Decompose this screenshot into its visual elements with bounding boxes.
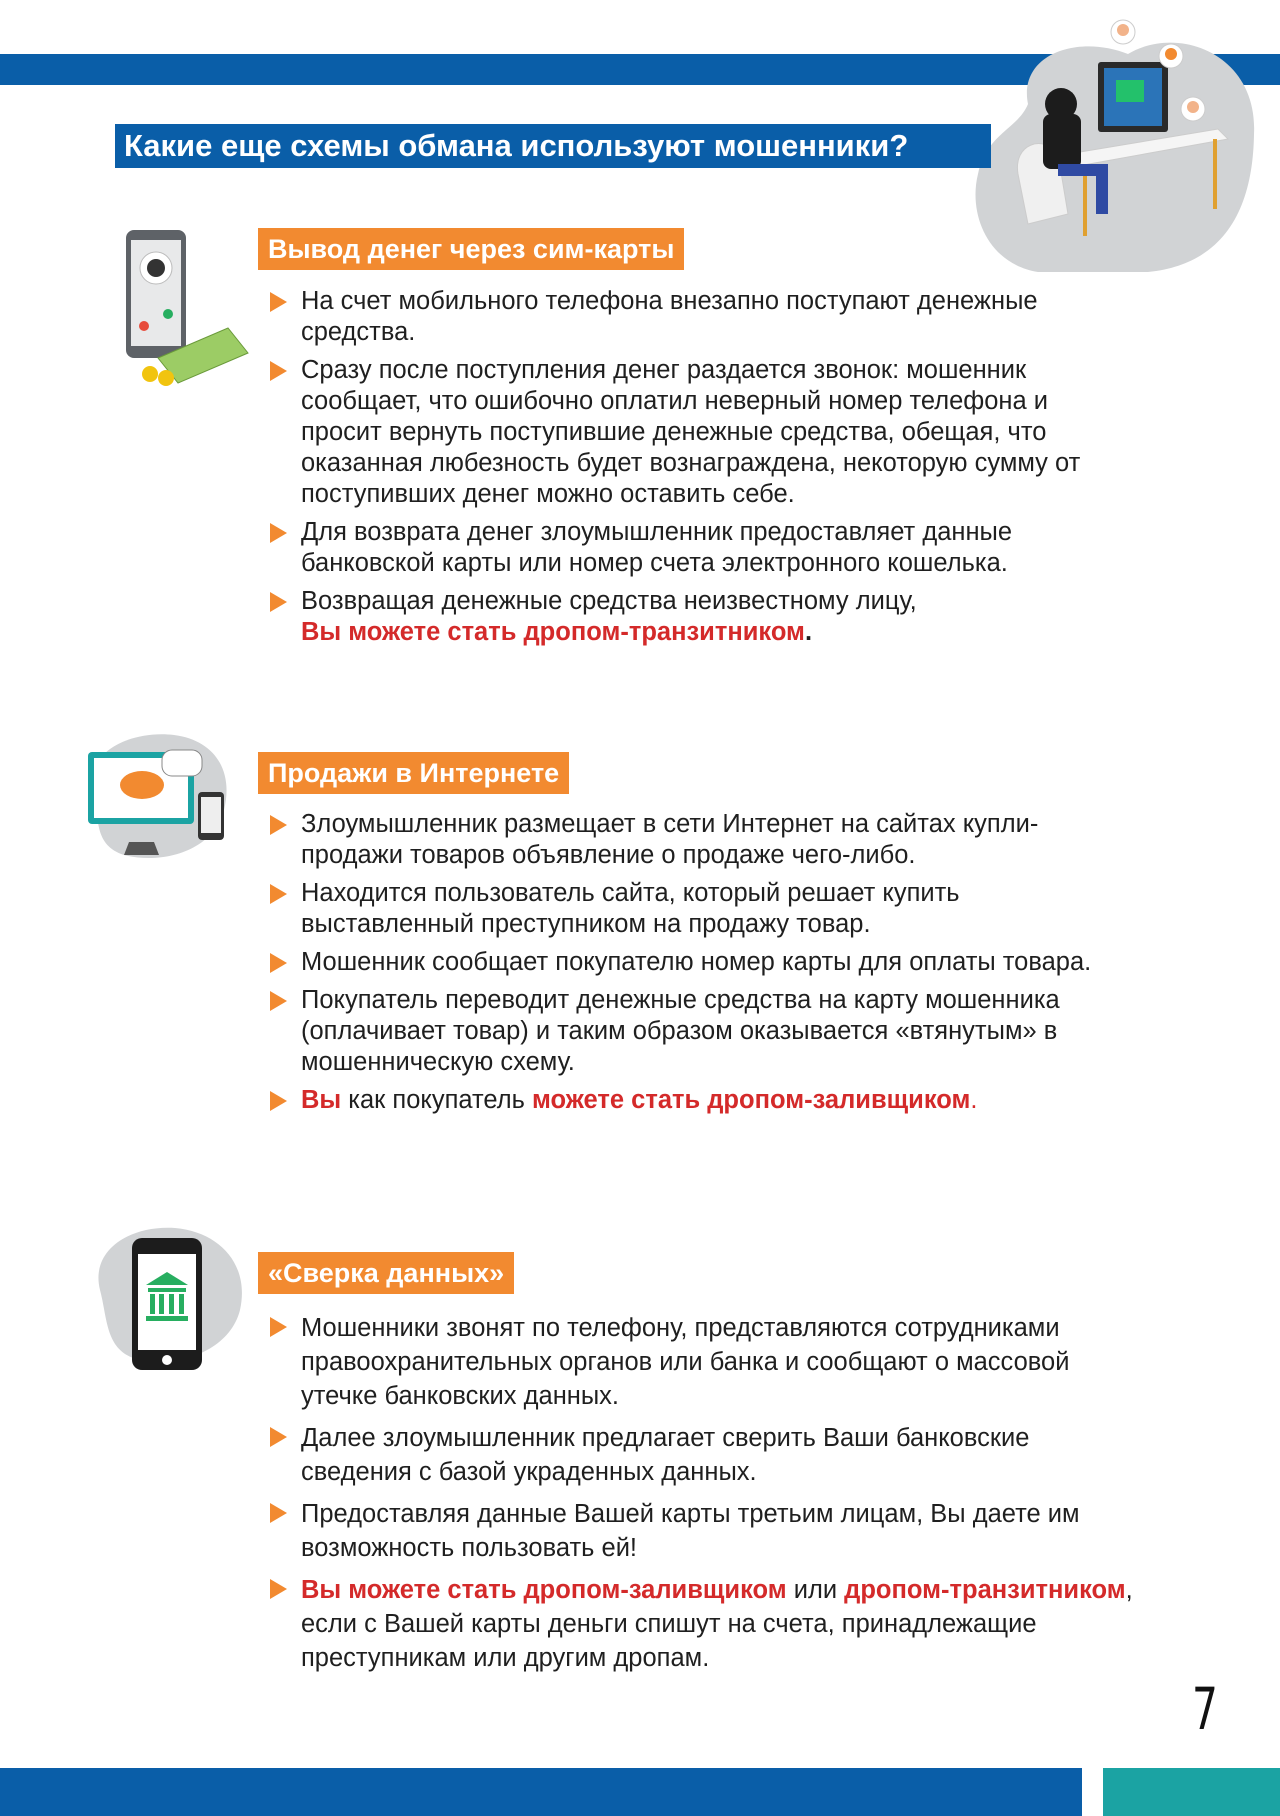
list-item: Возвращая денежные средства неизвестному лицу, Вы можете стать дропом-транзитником.: [268, 586, 1021, 648]
section-title-sverka: «Сверка данных»: [258, 1252, 514, 1294]
list-item: Злоумышленник размещает в сети Интернет на сайтах купли-продажи товаров объявление о продаже чего-либо.: [268, 809, 1081, 871]
bottom-teal-band: [1103, 1768, 1280, 1816]
section-list-sverka: [268, 1311, 1268, 1675]
list-item: На счет мобильного телефона внезапно поступают денежные средства.: [268, 286, 1131, 348]
page-number: 7: [1192, 1675, 1218, 1743]
list-item: Мошенник сообщает покупателю номер карты для оплаты товара.: [268, 947, 1201, 978]
phone-bank-icon: [80, 1220, 250, 1370]
page-title: Какие еще схемы обмана используют мошенники?: [115, 124, 991, 168]
list-item: Сразу после поступления денег раздается звонок: мошенник сообщает, что ошибочно оплатил неверный номер телефона и просит вернуть поступившие денежные средства, обещая, что оказанная любезность будет вознаграждена, некоторую сумму от поступивших денег можно оставить себе.: [268, 355, 1101, 510]
section-title-internet: Продажи в Интернете: [258, 752, 569, 794]
hacker-illustration: [958, 14, 1258, 274]
list-item: Вы можете стать дропом-заливщиком или дропом-транзитником, если с Вашей карты деньги спишут на счета, принадлежащие преступникам или другим дропам.: [268, 1573, 1181, 1675]
section-list-internet: [268, 809, 1268, 1116]
list-item: Далее злоумышленник предлагает сверить Ваши банковские сведения с базой украденных данных.: [268, 1421, 1101, 1489]
list-item: Вы как покупатель можете стать дропом-заливщиком.: [268, 1085, 1161, 1116]
list-item: Предоставляя данные Вашей карты третьим лицам, Вы даете им возможность пользовать ей!: [268, 1497, 1141, 1565]
section-title-sim: Вывод денег через сим-карты: [258, 228, 684, 270]
section-list-sim: [268, 286, 1268, 648]
list-item: Покупатель переводит денежные средства на карту мошенника (оплачивает товар) и таким образом оказывается «втянутым» в мошенническую схему.: [268, 985, 1156, 1078]
bottom-blue-band: [0, 1768, 1082, 1816]
list-item: Мошенники звонят по телефону, представляются сотрудниками правоохранительных органов или банка и сообщают о массовой утечке банковских данных.: [268, 1311, 1151, 1413]
list-item: Находится пользователь сайта, который решает купить выставленный преступником на продажу товар.: [268, 878, 1061, 940]
computer-chat-icon: [74, 730, 234, 865]
list-item: Для возврата денег злоумышленник предоставляет данные банковской карты или номер счета электронного кошелька.: [268, 517, 1141, 579]
phone-with-money-icon: [118, 228, 258, 388]
